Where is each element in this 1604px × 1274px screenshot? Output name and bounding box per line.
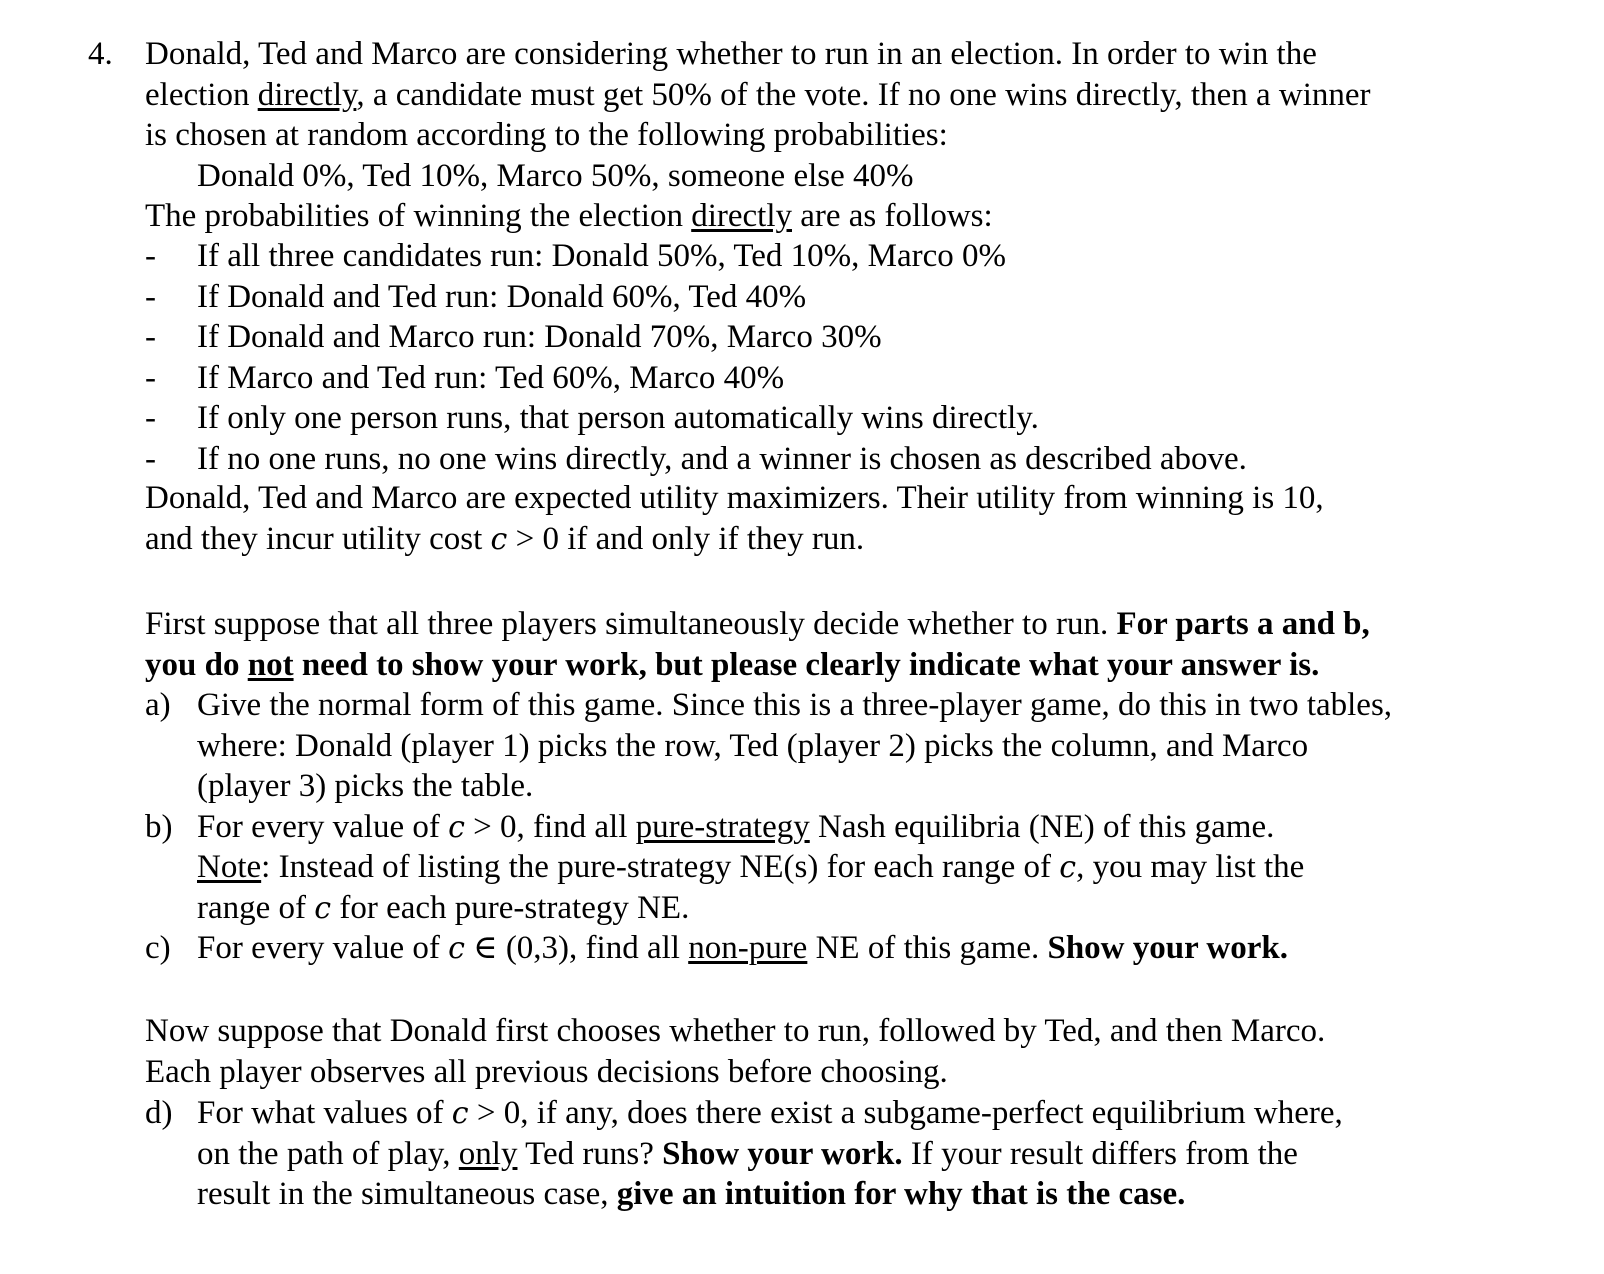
list-item: - If all three candidates run: Donald 50%, Ted 10%, Marco 0% — [145, 236, 1565, 277]
part-b-label: b) — [145, 808, 173, 845]
underlined-pure-strategy: pure-strategy — [635, 808, 810, 845]
part-d-line-1: For what values of c > 0, if any, does there exist a subgame-perfect equilibrium where, — [197, 1095, 1343, 1131]
parts-abc — [145, 685, 1565, 969]
list-item: - If Marco and Ted run: Ted 60%, Marco 40% — [145, 358, 1565, 399]
math-c: c — [314, 890, 332, 926]
part-a-label: a) — [145, 687, 171, 723]
dash-marker: - — [145, 440, 156, 477]
part-b-line-1: For every value of c > 0, find all pure-strategy Nash equilibria (NE) of this game. — [197, 808, 1275, 845]
math-c: c — [451, 1096, 469, 1131]
utility-line-1: Donald, Ted and Marco are expected utility maximizers. Their utility from winning is 10, — [145, 480, 1324, 516]
part-d-line-2: on the path of play, only Ted runs? Show your work. If your result differs from the — [197, 1135, 1298, 1172]
sequential-line-2: Each player observes all previous decisions before choosing. — [145, 1053, 948, 1090]
intro-line-2: election directly, a candidate must get 50% of the vote. If no one wins directly, then a winner — [145, 76, 1371, 113]
dash-marker: - — [145, 319, 156, 355]
math-c: c — [490, 521, 508, 557]
simultaneous-line-1: First suppose that all three players simultaneously decide whether to run. For parts a and b, — [145, 606, 1370, 642]
part-b-line-3: range of c for each pure-strategy NE. — [197, 889, 690, 926]
underlined-note: Note — [197, 849, 262, 885]
part-b-line-2: Note: Instead of listing the pure-strategy NE(s) for each range of c, you may list the — [197, 849, 1305, 885]
list-item: - If Donald and Ted run: Donald 60%, Ted 40% — [145, 277, 1565, 318]
list-item: - If no one runs, no one wins directly, and a winner is chosen as described above. — [145, 439, 1565, 480]
math-c: c — [1059, 850, 1077, 885]
math-c: c — [448, 931, 465, 966]
dash-marker: - — [145, 359, 156, 396]
list-item: - If only one person runs, that person automatically wins directly. — [145, 398, 1565, 439]
utility-line-2: and they incur utility cost c > 0 if and only if they run. — [145, 520, 865, 557]
part-a — [145, 685, 1565, 807]
part-a-line-2: where: Donald (player 1) picks the row, Ted (player 2) picks the column, and Marco — [197, 727, 1309, 764]
part-d-label: d) — [145, 1095, 173, 1131]
part-a-line-1: Give the normal form of this game. Since this is a three-player game, do this in two tables, — [197, 687, 1393, 723]
intro-line-5: The probabilities of winning the election directly are as follows: — [145, 198, 993, 234]
part-a-line-3: (player 3) picks the table. — [197, 768, 534, 804]
part-d-block — [145, 1093, 1565, 1215]
underlined-only: only — [458, 1135, 518, 1172]
dash-marker: - — [145, 278, 156, 315]
underlined-directly: directly — [257, 76, 357, 113]
question-number: 4. — [88, 36, 113, 72]
intro-line-3: is chosen at random according to the following probabilities: — [145, 117, 948, 153]
part-c — [145, 928, 1565, 969]
underlined-not: not — [247, 646, 294, 683]
utility-paragraph — [145, 478, 1565, 559]
part-c-label: c) — [145, 930, 171, 966]
sequential-paragraph — [145, 1011, 1565, 1092]
underlined-non-pure: non-pure — [688, 930, 808, 966]
simultaneous-paragraph — [145, 604, 1565, 685]
part-b — [145, 807, 1565, 929]
underlined-directly-2: directly — [691, 198, 792, 234]
list-item: - If Donald and Marco run: Donald 70%, Marco 30% — [145, 317, 1565, 358]
sequential-line-1: Now suppose that Donald first chooses whether to run, followed by Ted, and then Marco. — [145, 1013, 1326, 1049]
dash-marker: - — [145, 400, 156, 436]
part-d — [145, 1093, 1565, 1215]
intro-line-1: Donald, Ted and Marco are considering whether to run in an election. In order to win the — [145, 36, 1317, 72]
part-d-line-3: result in the simultaneous case, give an intuition for why that is the case. — [197, 1176, 1186, 1212]
dash-marker: - — [145, 238, 156, 274]
random-probabilities: Donald 0%, Ted 10%, Marco 50%, someone else 40% — [197, 157, 914, 194]
bullet-list — [145, 236, 1565, 479]
math-c: c — [448, 809, 465, 845]
intro-paragraph — [145, 34, 1565, 237]
part-c-line-1: For every value of c ∈ (0,3), find all non-pure NE of this game. Show your work. — [197, 930, 1288, 966]
simultaneous-line-2: you do not need to show your work, but please clearly indicate what your answer is. — [145, 646, 1320, 683]
